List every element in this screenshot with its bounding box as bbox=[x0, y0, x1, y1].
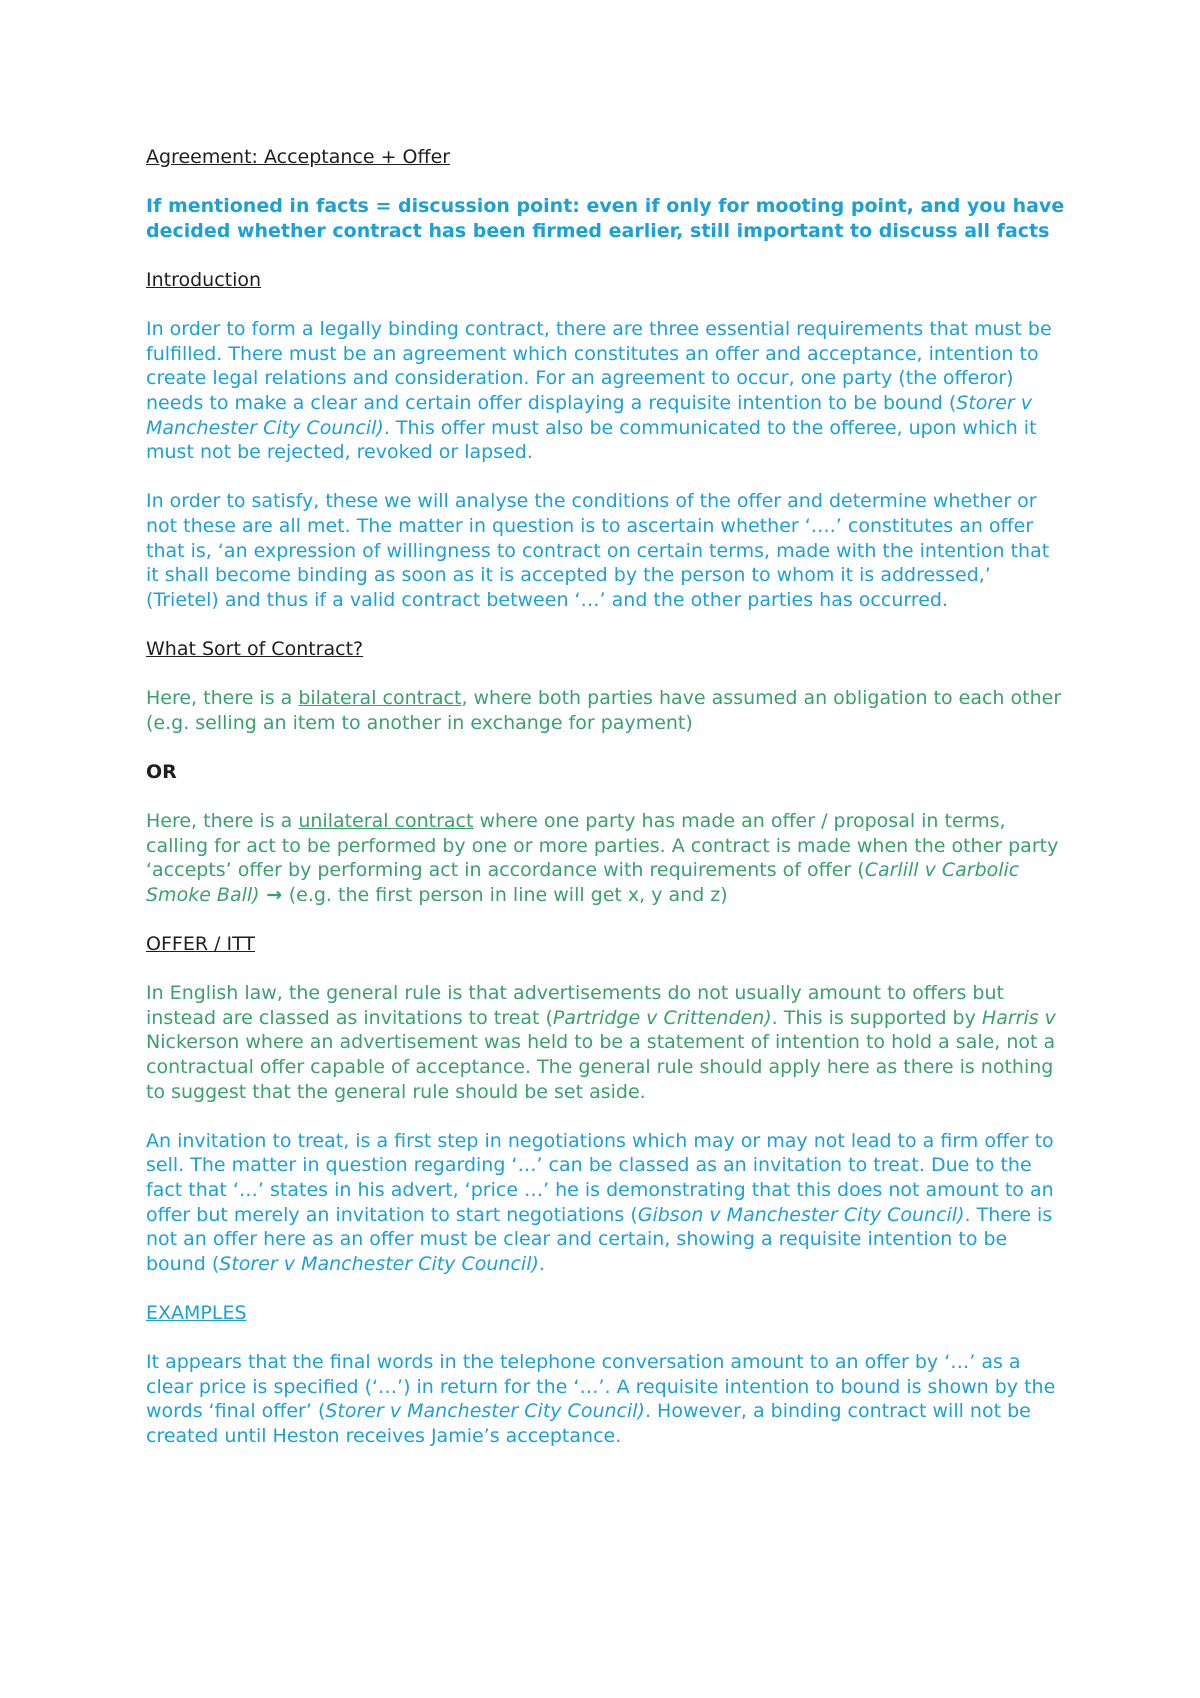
introduction-paragraph-2: In order to satisfy, these we will analyse the conditions of the offer and determine whether or not these are all met. The matter in question is to ascertain whether ‘….’ constitutes an offer that is, ‘an expression of willingness to contract on certain terms, made with the intention that it shall become binding as soon as it is accepted by the person to whom it is addressed,’ (Trietel) and thus if a valid contract between ‘…’ and the other parties has occurred. bbox=[146, 490, 1050, 611]
offer-p2-c: . bbox=[538, 1252, 545, 1275]
introduction-heading: Introduction bbox=[146, 268, 262, 291]
offer-p2-b: . There is not an offer here as an offer must be clear and certain, showing a requisite intention to be bound ( bbox=[146, 1203, 1053, 1275]
unilateral-mid: where one party has made an offer / proposal in terms, calling for act to be performed by one or more parties. A contract is made when the other party ‘accepts’ offer by performing act in accordance with requirements of offer ( bbox=[146, 810, 1059, 882]
unilateral-post: (e.g. the first person in line will get x, y and z) bbox=[288, 883, 728, 906]
offer-paragraph-2 bbox=[146, 1129, 1066, 1277]
unilateral-pre: Here, there is a bbox=[146, 810, 299, 833]
unilateral-paragraph bbox=[146, 809, 1066, 907]
document-page bbox=[146, 145, 1066, 1473]
unilateral-term: unilateral contract bbox=[298, 810, 474, 833]
case-storer-3: Storer v Manchester City Council) bbox=[325, 1400, 645, 1423]
discussion-note: If mentioned in facts = discussion point: even if only for mooting point, and you have decided whether contract has been firmed earlier, still important to discuss all facts bbox=[146, 195, 1065, 242]
offer-p2-a: An invitation to treat, is a first step in negotiations which may or may not lead to a firm offer to sell. The matter in question regarding ‘…’ can be classed as an invitation to treat. Due to the fact that ‘…’ states in his advert, ‘price …’ he is demonstrating that this does not amount to an offer but merely an invitation to start negotiations ( bbox=[146, 1129, 1054, 1226]
examples-paragraph bbox=[146, 1350, 1066, 1448]
offer-itt-heading: OFFER / ITT bbox=[146, 933, 255, 955]
bilateral-pre: Here, there is a bbox=[146, 687, 299, 710]
offer-p1-c: Nickerson where an advertisement was held to be a statement of intention to hold a sale, not a contractual offer capable of acceptance. The general rule should apply here as there is nothing to suggest that the general rule should be set aside. bbox=[146, 1031, 1056, 1103]
arrow-right-icon: → bbox=[259, 883, 289, 906]
examples-a: It appears that the final words in the telephone conversation amount to an offer by ‘…’ as a clear price is specified (‘…’) in return for the ‘…’. A requisite intention to bound is shown by the words ‘final offer’ ( bbox=[146, 1351, 1056, 1423]
introduction-paragraph-1 bbox=[146, 317, 1066, 465]
or-separator: OR bbox=[146, 760, 177, 783]
examples-heading: EXAMPLES bbox=[146, 1301, 247, 1324]
offer-paragraph-1 bbox=[146, 981, 1066, 1104]
offer-p1-a: In English law, the general rule is that advertisements do not usually amount to offers but instead are classed as invitations to treat ( bbox=[146, 982, 1004, 1029]
case-gibson: Gibson v Manchester City Council) bbox=[637, 1203, 965, 1226]
contract-sort-heading: What Sort of Contract? bbox=[146, 637, 364, 660]
intro-text-b: . This offer must also be communicated to the offeree, upon which it must not be rejected, revoked or lapsed. bbox=[146, 416, 1037, 464]
bilateral-post: , where both parties have assumed an obligation to each other (e.g. selling an item to another in exchange for payment) bbox=[146, 687, 1062, 734]
bilateral-paragraph bbox=[146, 686, 1066, 735]
offer-p1-b: . This is supported by bbox=[771, 1006, 982, 1029]
bilateral-term: bilateral contract bbox=[298, 687, 462, 710]
case-carlill: Carlill v Carbolic Smoke Ball) bbox=[146, 859, 1020, 906]
case-partridge: Partridge v Crittenden) bbox=[552, 1006, 772, 1029]
intro-text-a: In order to form a legally binding contract, there are three essential requirements that must be fulfilled. There must be an agreement which constitutes an offer and acceptance, intention to create legal relations and consideration. For an agreement to occur, one party (the offeror) needs to make a clear and certain offer displaying a requisite intention to be bound ( bbox=[146, 318, 1052, 414]
document-heading: Agreement: Acceptance + Offer bbox=[146, 146, 451, 168]
examples-b: . However, a binding contract will not be created until Heston receives Jamie’s acceptance. bbox=[146, 1400, 1031, 1447]
case-harris: Harris v bbox=[981, 1006, 1056, 1029]
case-storer-2: Storer v Manchester City Council) bbox=[219, 1252, 539, 1275]
case-storer: Storer v Manchester City Council) bbox=[146, 391, 1033, 439]
